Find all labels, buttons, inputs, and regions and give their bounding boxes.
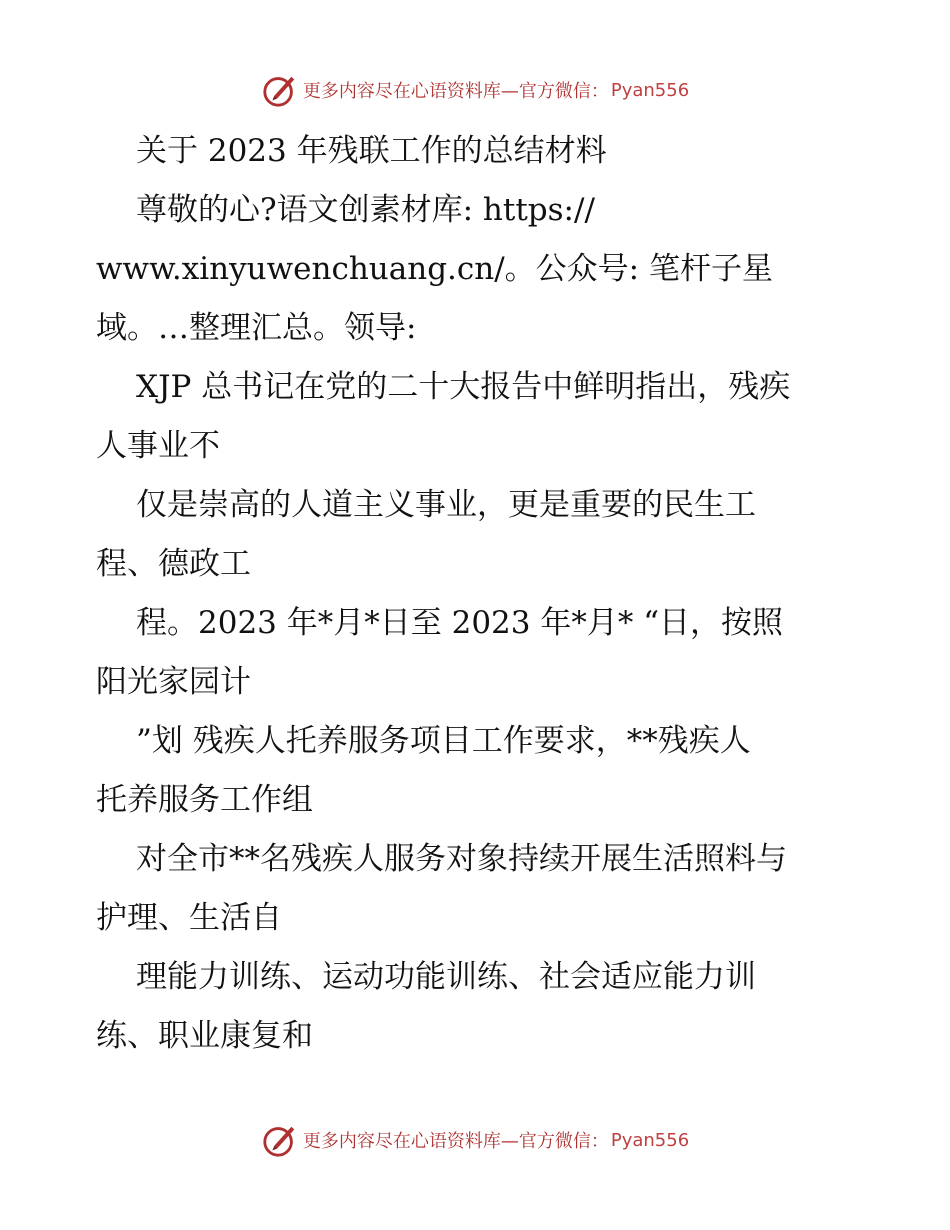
quill-pen-logo-icon <box>261 1121 299 1159</box>
document-line: 理能力训练、运动功能训练、社会适应能力训 <box>136 959 756 995</box>
document-line: 尊敬的心?语文创素材库: https:// <box>136 192 595 228</box>
document-line: 阳光家园计 <box>96 664 251 700</box>
quill-pen-logo-icon <box>261 71 299 109</box>
document-body <box>96 122 876 1066</box>
banner-wechat-id: Pyan556 <box>610 79 690 101</box>
document-line: 练、职业康复和 <box>96 1018 313 1054</box>
banner-wechat-id: Pyan556 <box>610 1129 690 1151</box>
document-line: 人事业不 <box>96 428 220 464</box>
document-line: 仅是崇高的人道主义事业，更是重要的民生工 <box>136 487 756 523</box>
banner-text: 更多内容尽在心语资料库—官方微信： <box>302 81 609 102</box>
document-line: 域。…整理汇总。领导: <box>96 310 417 346</box>
document-line: 托养服务工作组 <box>96 782 313 818</box>
document-line: 程、德政工 <box>96 546 251 582</box>
document-line: www.xinyuwenchuang.cn/。公众号: 笔杆子星 <box>96 251 773 287</box>
header-watermark-banner <box>0 70 950 110</box>
document-line: 程。2023 年*月*日至 2023 年*月* “日，按照 <box>136 605 784 641</box>
document-line: 对全市**名残疾人服务对象持续开展生活照料与 <box>136 841 787 877</box>
footer-watermark-banner <box>0 1120 950 1160</box>
banner-text: 更多内容尽在心语资料库—官方微信： <box>302 1131 609 1152</box>
document-line: ”划 残疾人托养服务项目工作要求，**残疾人 <box>136 723 751 759</box>
document-line: 护理、生活自 <box>96 900 282 936</box>
document-line: 关于 2023 年残联工作的总结材料 <box>136 133 607 169</box>
document-line: XJP 总书记在党的二十大报告中鲜明指出，残疾 <box>136 369 791 405</box>
